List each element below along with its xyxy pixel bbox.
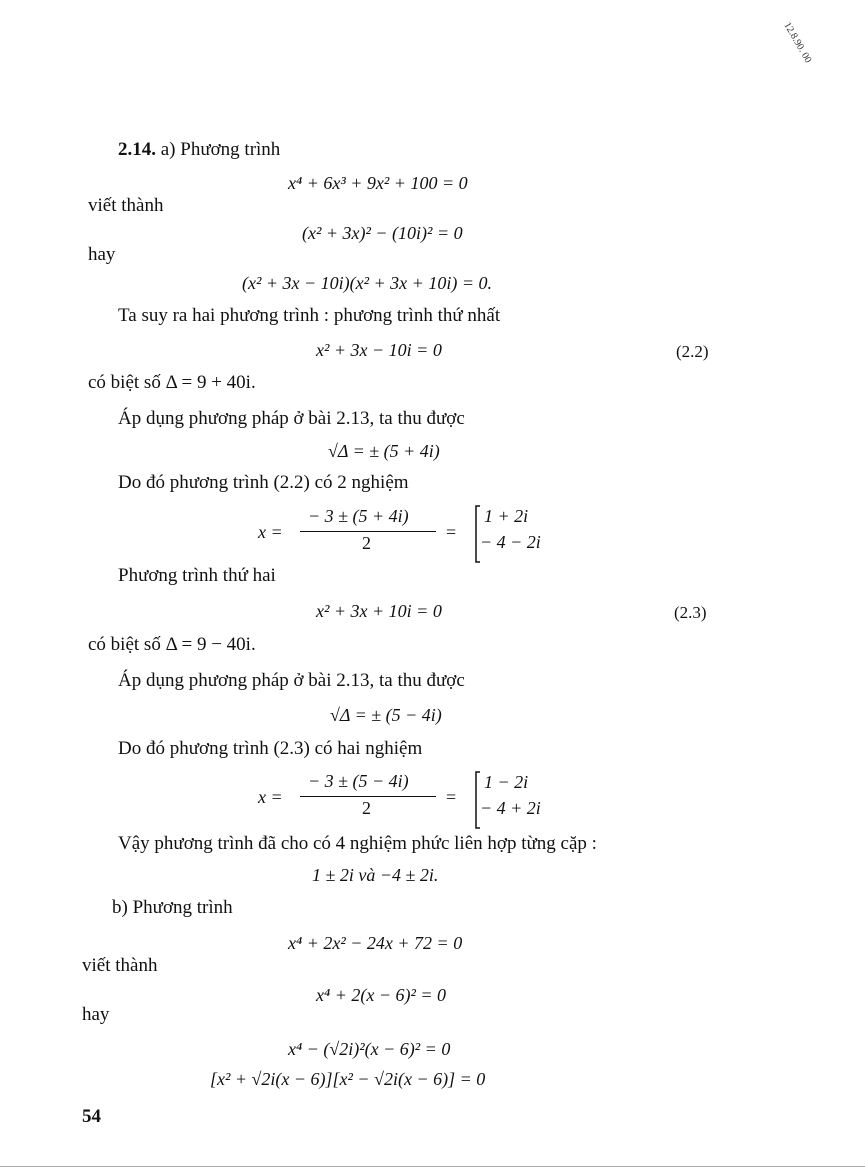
fraction-numerator: − 3 ± (5 − 4i) (308, 771, 409, 791)
part-b-intro: b) Phương trình (112, 897, 233, 918)
fraction-denominator: 2 (362, 533, 371, 553)
text-or-b: hay (82, 1004, 110, 1025)
equation-part-b: x⁴ + 2x² − 24x + 72 = 0 (288, 933, 463, 953)
root-2: − 4 − 2i (480, 532, 541, 552)
text-second-equation: Phương trình thứ hai (118, 565, 276, 586)
text-apply-method-1: Áp dụng phương pháp ở bài 2.13, ta thu được (118, 408, 465, 429)
exercise-number: 2.14. (118, 139, 156, 160)
root-fraction-1 (300, 506, 440, 554)
equation-sqrt-delta-2: √Δ = ± (5 − 4i) (330, 705, 442, 725)
fraction-numerator: − 3 ± (5 + 4i) (308, 506, 409, 526)
text-or: hay (88, 244, 116, 265)
equation-part-b-factored: [x² + √2i(x − 6)][x² − √2i(x − 6)] = 0 (210, 1069, 486, 1089)
page-bottom-rule (0, 1166, 865, 1167)
fraction-bar (300, 531, 436, 532)
equation-first: x² + 3x − 10i = 0 (316, 340, 442, 360)
equation-part-b-rewritten: x⁴ + 2(x − 6)² = 0 (316, 985, 447, 1005)
text-discriminant-1: có biệt số Δ = 9 + 40i. (88, 372, 256, 393)
text-discriminant-2: có biệt số Δ = 9 − 40i. (88, 634, 256, 655)
text-roots-intro-1: Do đó phương trình (2.2) có 2 nghiệm (118, 472, 409, 493)
root-formula-lhs-2: x = (258, 787, 283, 807)
root-1: 1 − 2i (484, 772, 529, 792)
equals-sign: = (446, 522, 457, 542)
equation-second: x² + 3x + 10i = 0 (316, 601, 442, 621)
equation-difference-of-squares: (x² + 3x)² − (10i)² = 0 (302, 223, 463, 243)
root-fraction-2 (300, 771, 440, 819)
root-1: 1 + 2i (484, 506, 529, 526)
text-two-equations: Ta suy ra hai phương trình : phương trình thứ nhất (118, 305, 501, 326)
page-number: 54 (82, 1106, 101, 1127)
text-rewritten-as: viết thành (88, 195, 164, 216)
equation-sqrt-delta-1: √Δ = ± (5 + 4i) (328, 441, 440, 461)
text-conclusion: Vậy phương trình đã cho có 4 nghiệm phức liên hợp từng cặp : (118, 833, 597, 854)
text-rewritten-as-b: viết thành (82, 955, 158, 976)
equation-all-roots: 1 ± 2i và −4 ± 2i. (312, 865, 439, 885)
equation-original: x⁴ + 6x³ + 9x² + 100 = 0 (288, 173, 468, 193)
equation-number-2-2: (2.2) (676, 342, 709, 361)
text-apply-method-2: Áp dụng phương pháp ở bài 2.13, ta thu được (118, 670, 465, 691)
text-roots-intro-2: Do đó phương trình (2.3) có hai nghiệm (118, 738, 423, 759)
library-stamp: 12.8.90. 00 (781, 20, 814, 65)
root-2: − 4 + 2i (480, 798, 541, 818)
roots-brace-1 (470, 504, 580, 564)
root-formula-lhs-1: x = (258, 522, 283, 542)
fraction-bar (300, 796, 436, 797)
equation-number-2-3: (2.3) (674, 603, 707, 622)
exercise-heading (118, 139, 280, 161)
fraction-denominator: 2 (362, 798, 371, 818)
equals-sign: = (446, 787, 457, 807)
roots-brace-2 (470, 770, 580, 830)
part-a-intro: a) Phương trình (156, 139, 281, 160)
equation-part-b-difference: x⁴ − (√2i)²(x − 6)² = 0 (288, 1039, 451, 1059)
equation-factored: (x² + 3x − 10i)(x² + 3x + 10i) = 0. (242, 273, 492, 293)
